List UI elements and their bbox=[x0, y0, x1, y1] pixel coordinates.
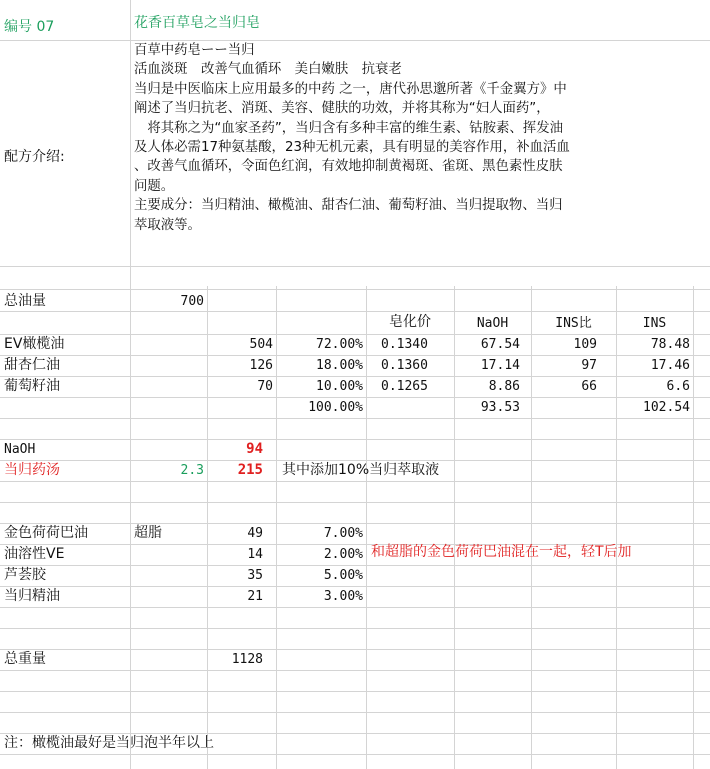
additive-note: 和超脂的金色荷荷巴油混在一起，轻T后加 bbox=[371, 544, 632, 560]
oil-amount: 126 bbox=[249, 358, 273, 373]
intro-line: 主要成分：当归精油、橄榄油、甜杏仁油、葡萄籽油、当归提取物、当归 bbox=[134, 198, 563, 214]
total-ins: 102.54 bbox=[643, 400, 690, 415]
oil-sap-value: 0.1340 bbox=[381, 337, 428, 352]
total-oil-label: 总油量 bbox=[4, 293, 46, 309]
liquid-ratio: 2.3 bbox=[180, 463, 204, 478]
grid-line bbox=[0, 439, 710, 440]
intro-line: 活血淡斑 改善气血循环 美白嫩肤 抗衰老 bbox=[134, 62, 402, 78]
additive-name: 当归精油 bbox=[4, 588, 60, 604]
recipe-number: 编号 07 bbox=[4, 19, 55, 35]
additive-percent: 7.00% bbox=[323, 526, 363, 541]
total-weight-label: 总重量 bbox=[4, 651, 46, 667]
additive-name: 金色荷荷巴油 bbox=[4, 525, 88, 541]
oil-ins: 17.46 bbox=[650, 358, 690, 373]
liquid-value: 215 bbox=[237, 462, 263, 478]
grid-line bbox=[693, 286, 694, 769]
oil-ins: 78.48 bbox=[650, 337, 690, 352]
liquid-label: 当归药汤 bbox=[4, 462, 60, 478]
additive-tag: 超脂 bbox=[134, 525, 162, 541]
intro-line: 、改善气血循环，令面色红润，有效地抑制黄褐斑、雀斑、黑色素性皮肤 bbox=[134, 159, 563, 175]
grid-line bbox=[0, 502, 710, 503]
grid-line bbox=[0, 712, 710, 713]
oil-percent: 72.00% bbox=[316, 337, 363, 352]
grid-line bbox=[0, 754, 710, 755]
oil-ins-ratio: 109 bbox=[573, 337, 597, 352]
naoh-value: 94 bbox=[246, 441, 263, 457]
additive-percent: 5.00% bbox=[323, 568, 363, 583]
oil-naoh: 17.14 bbox=[480, 358, 520, 373]
recipe-title: 花香百草皂之当归皂 bbox=[134, 15, 260, 31]
oil-ins-ratio: 66 bbox=[581, 379, 597, 394]
oil-amount: 504 bbox=[249, 337, 273, 352]
additive-amount: 35 bbox=[247, 568, 263, 583]
grid-line bbox=[0, 607, 710, 608]
oil-naoh: 67.54 bbox=[480, 337, 520, 352]
additive-name: 油溶性VE bbox=[4, 546, 65, 562]
footnote: 注：橄榄油最好是当归泡半年以上 bbox=[4, 735, 214, 751]
grid-line bbox=[0, 691, 710, 692]
oil-name: 甜杏仁油 bbox=[4, 357, 60, 373]
oil-naoh: 8.86 bbox=[488, 379, 520, 394]
grid-line bbox=[0, 670, 710, 671]
grid-line bbox=[366, 286, 367, 769]
intro-line: 阐述了当归抗老、消斑、美容、健肤的功效，并将其称为“妇人面药”， bbox=[134, 101, 550, 117]
grid-line bbox=[0, 418, 710, 419]
oil-ins-ratio: 97 bbox=[581, 358, 597, 373]
additive-amount: 49 bbox=[247, 526, 263, 541]
oil-name: EV橄榄油 bbox=[4, 336, 65, 352]
additive-percent: 3.00% bbox=[323, 589, 363, 604]
grid-line bbox=[0, 628, 710, 629]
header-ins-ratio: INS比 bbox=[555, 316, 592, 331]
oil-amount: 70 bbox=[257, 379, 273, 394]
oil-ins: 6.6 bbox=[666, 379, 690, 394]
header-saponification: 皂化价 bbox=[389, 314, 431, 330]
intro-line: 及人体必需17种氨基酸，23种无机元素，具有明显的美容作用，补血活血 bbox=[134, 140, 570, 156]
total-oil-value: 700 bbox=[180, 294, 204, 309]
oil-percent: 18.00% bbox=[316, 358, 363, 373]
grid-line bbox=[0, 266, 710, 267]
intro-text bbox=[134, 41, 694, 235]
intro-line: 问题。 bbox=[134, 178, 175, 194]
intro-line: 萃取液等。 bbox=[134, 217, 201, 233]
intro-line: 当归是中医临床上应用最多的中药 之一，唐代孙思邈所著《千金翼方》中 bbox=[134, 81, 567, 97]
grid-line bbox=[0, 311, 710, 312]
oil-sap-value: 0.1360 bbox=[381, 358, 428, 373]
oil-percent: 10.00% bbox=[316, 379, 363, 394]
header-naoh: NaOH bbox=[476, 316, 509, 331]
oil-sap-value: 0.1265 bbox=[381, 379, 428, 394]
grid-line bbox=[130, 0, 131, 769]
additive-amount: 21 bbox=[247, 589, 263, 604]
grid-line bbox=[0, 481, 710, 482]
liquid-note: 其中添加10%当归萃取液 bbox=[282, 462, 440, 478]
grid-line bbox=[0, 289, 710, 290]
naoh-label: NaOH bbox=[4, 442, 36, 457]
grid-line bbox=[0, 649, 710, 650]
additive-name: 芦荟胶 bbox=[4, 567, 46, 583]
total-weight-value: 1128 bbox=[231, 652, 263, 667]
intro-line: 百草中药皂ーー当归 bbox=[134, 43, 255, 58]
header-ins: INS bbox=[642, 316, 667, 331]
intro-label: 配方介绍: bbox=[4, 149, 65, 165]
intro-line: 将其称之为“血家圣药”，当归含有多种丰富的维生素、钴胺素、挥发油 bbox=[134, 120, 563, 136]
total-naoh: 93.53 bbox=[480, 400, 520, 415]
additive-amount: 14 bbox=[247, 547, 263, 562]
oil-name: 葡萄籽油 bbox=[4, 378, 60, 394]
total-percent: 100.00% bbox=[308, 400, 363, 415]
additive-percent: 2.00% bbox=[323, 547, 363, 562]
